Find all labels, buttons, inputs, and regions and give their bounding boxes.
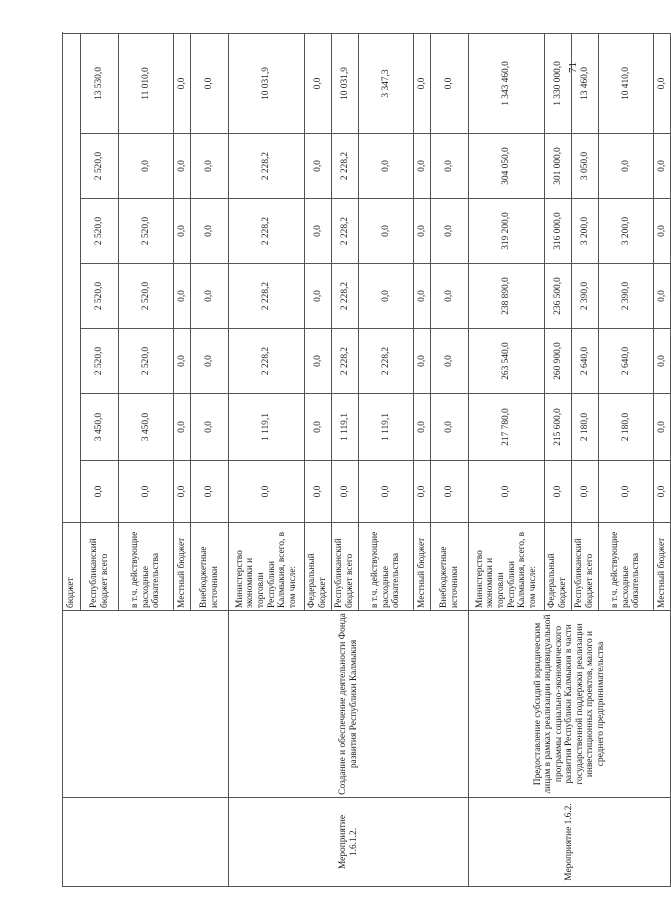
value-cell: 0,0 xyxy=(305,134,332,199)
value-cell: 0,0 xyxy=(305,329,332,394)
value-cell: 0,0 xyxy=(431,264,469,329)
total-cell: 0,0 xyxy=(174,34,191,134)
value-cell: 316 000,0 xyxy=(545,199,572,264)
value-cell: 0,0 xyxy=(654,329,671,394)
value-cell: 215 600,0 xyxy=(545,394,572,461)
value-cell: 0,0 xyxy=(305,461,332,523)
table-row xyxy=(63,34,81,887)
activity-label-cell: Мероприятие 1.6.1.2. xyxy=(229,798,469,887)
page-number: 71 xyxy=(567,62,579,73)
value-cell: 0,0 xyxy=(174,199,191,264)
funding-source-cell: в т.ч. действующие расходные обязательства xyxy=(119,523,174,611)
value-cell: 0,0 xyxy=(414,264,431,329)
funding-source-cell: Республиканский бюджет всего xyxy=(81,523,119,611)
table-row xyxy=(469,34,545,887)
value-cell: 0,0 xyxy=(305,199,332,264)
value-cell: 0,0 xyxy=(191,461,229,523)
table-body xyxy=(63,34,671,887)
value-cell: 2 520,0 xyxy=(81,199,119,264)
value-cell: 0,0 xyxy=(332,461,359,523)
funding-source-cell: Местный бюджет xyxy=(414,523,431,611)
value-cell: 1 119,1 xyxy=(359,394,414,461)
funding-source-cell: Внебюджетные источники xyxy=(431,523,469,611)
value-cell: 0,0 xyxy=(119,461,174,523)
value-cell: 2 520,0 xyxy=(119,264,174,329)
value-cell: 0,0 xyxy=(174,461,191,523)
value-cell: 0,0 xyxy=(414,199,431,264)
value-cell: 0,0 xyxy=(654,461,671,523)
activity-label-cell: Мероприятие 1.6.2. xyxy=(469,798,671,887)
value-cell: 2 180,0 xyxy=(572,394,599,461)
total-cell: 10 031,9 xyxy=(229,34,305,134)
value-cell: 319 200,0 xyxy=(469,199,545,264)
value-cell: 0,0 xyxy=(431,134,469,199)
total-cell: 10 031,9 xyxy=(332,34,359,134)
value-cell: 3 200,0 xyxy=(599,199,654,264)
value-cell: 0,0 xyxy=(191,199,229,264)
value-cell: 2 520,0 xyxy=(119,199,174,264)
value-cell: 0,0 xyxy=(305,394,332,461)
value-cell: 0,0 xyxy=(119,134,174,199)
value-cell: 0,0 xyxy=(599,461,654,523)
funding-source-cell: Федеральный бюджет xyxy=(545,523,572,611)
value-cell: 0,0 xyxy=(654,394,671,461)
value-cell: 0,0 xyxy=(599,134,654,199)
value-cell: 2 228,2 xyxy=(332,329,359,394)
value-cell: 0,0 xyxy=(431,199,469,264)
funding-source-cell: Федеральный бюджет xyxy=(305,523,332,611)
value-cell: 2 390,0 xyxy=(572,264,599,329)
funding-source-cell: Внебюджетные источники xyxy=(191,523,229,611)
value-cell: 0,0 xyxy=(191,264,229,329)
value-cell: 0,0 xyxy=(572,461,599,523)
budget-table xyxy=(62,33,671,887)
value-cell: 260 900,0 xyxy=(545,329,572,394)
total-cell: 0,0 xyxy=(414,34,431,134)
value-cell: 0,0 xyxy=(174,134,191,199)
total-cell: 1 330 000,0 xyxy=(545,34,572,134)
total-cell: 0,0 xyxy=(191,34,229,134)
value-cell: 0,0 xyxy=(191,394,229,461)
value-cell: 1 119,1 xyxy=(229,394,305,461)
value-cell: 238 890,0 xyxy=(469,264,545,329)
value-cell: 2 228,2 xyxy=(229,264,305,329)
value-cell: 304 050,0 xyxy=(469,134,545,199)
value-cell: 0,0 xyxy=(359,199,414,264)
value-cell: 2 180,0 xyxy=(599,394,654,461)
value-cell: 0,0 xyxy=(431,329,469,394)
funding-source-cell: бюджет xyxy=(63,523,81,611)
value-cell: 2 390,0 xyxy=(599,264,654,329)
value-cell: 0,0 xyxy=(81,461,119,523)
activity-name-cell: Создание и обеспечение деятельности Фонда развития Республики Калмыкия xyxy=(229,611,469,798)
value-cell: 2 640,0 xyxy=(599,329,654,394)
funding-source-cell: Местный бюджет xyxy=(174,523,191,611)
value-cell: 3 450,0 xyxy=(81,394,119,461)
total-cell: 1 343 460,0 xyxy=(469,34,545,134)
value-cell: 0,0 xyxy=(359,461,414,523)
value-cell: 301 000,0 xyxy=(545,134,572,199)
value-cell: 2 640,0 xyxy=(572,329,599,394)
value-cell: 0,0 xyxy=(359,264,414,329)
value-cell: 0,0 xyxy=(191,134,229,199)
value-cell: 2 228,2 xyxy=(332,134,359,199)
activity-label-cell xyxy=(63,798,229,887)
value-cell: 0,0 xyxy=(654,134,671,199)
funding-source-cell: в т.ч. действующие расходные обязательства xyxy=(599,523,654,611)
value-cell: 0,0 xyxy=(359,134,414,199)
value-cell: 2 520,0 xyxy=(81,329,119,394)
value-cell: 0,0 xyxy=(414,461,431,523)
total-cell: 0,0 xyxy=(431,34,469,134)
funding-source-cell: Республиканский бюджет всего xyxy=(332,523,359,611)
value-cell: 0,0 xyxy=(431,461,469,523)
funding-source-cell: Местный бюджет xyxy=(654,523,671,611)
value-cell: 0,0 xyxy=(229,461,305,523)
funding-source-cell: Министерство экономики и торговли Республики Калмыкия, всего, в том числе: xyxy=(469,523,545,611)
value-cell: 0,0 xyxy=(654,264,671,329)
activity-name-cell xyxy=(63,611,229,798)
value-cell: 2 228,2 xyxy=(332,199,359,264)
value-cell: 0,0 xyxy=(414,394,431,461)
value-cell: 0,0 xyxy=(545,461,572,523)
funding-source-cell: в т.ч. действующие расходные обязательства xyxy=(359,523,414,611)
value-cell: 2 520,0 xyxy=(119,329,174,394)
value-cell: 0,0 xyxy=(174,329,191,394)
total-cell: 13 530,0 xyxy=(81,34,119,134)
total-cell: 10 410,0 xyxy=(599,34,654,134)
total-cell: 0,0 xyxy=(654,34,671,134)
value-cell: 2 520,0 xyxy=(81,264,119,329)
value-cell: 0,0 xyxy=(431,394,469,461)
value-cell: 3 450,0 xyxy=(119,394,174,461)
total-cell: 13 460,0 xyxy=(572,34,599,134)
funding-source-cell: Республиканский бюджет всего xyxy=(572,523,599,611)
value-cell: 0,0 xyxy=(414,134,431,199)
value-cell: 0,0 xyxy=(654,199,671,264)
value-cell: 2 228,2 xyxy=(229,329,305,394)
funding-source-cell: Министерство экономики и торговли Республики Калмыкия, всего, в том числе: xyxy=(229,523,305,611)
value-cell: 0,0 xyxy=(174,394,191,461)
value-cell: 2 228,2 xyxy=(359,329,414,394)
value-cell: 0,0 xyxy=(305,264,332,329)
total-cell: 0,0 xyxy=(305,34,332,134)
activity-name-cell: Предоставление субсидий юридическим лицам в рамках реализации индивидуальной программы социально-экономического развития Республики Калмыкия в части государственной поддержки реализации инвестиционных проектов, малого и среднего предпринимательства xyxy=(469,611,671,798)
value-cell: 263 540,0 xyxy=(469,329,545,394)
value-cell: 2 520,0 xyxy=(81,134,119,199)
value-cell: 2 228,2 xyxy=(229,199,305,264)
spacer-cell xyxy=(63,34,81,523)
value-cell: 0,0 xyxy=(414,329,431,394)
value-cell: 0,0 xyxy=(469,461,545,523)
value-cell: 217 780,0 xyxy=(469,394,545,461)
value-cell: 3 050,0 xyxy=(572,134,599,199)
total-cell: 11 010,0 xyxy=(119,34,174,134)
value-cell: 0,0 xyxy=(174,264,191,329)
value-cell: 2 228,2 xyxy=(229,134,305,199)
table-row xyxy=(229,34,305,887)
value-cell: 2 228,2 xyxy=(332,264,359,329)
value-cell: 3 200,0 xyxy=(572,199,599,264)
value-cell: 0,0 xyxy=(191,329,229,394)
total-cell: 3 347,3 xyxy=(359,34,414,134)
value-cell: 1 119,1 xyxy=(332,394,359,461)
value-cell: 236 500,0 xyxy=(545,264,572,329)
